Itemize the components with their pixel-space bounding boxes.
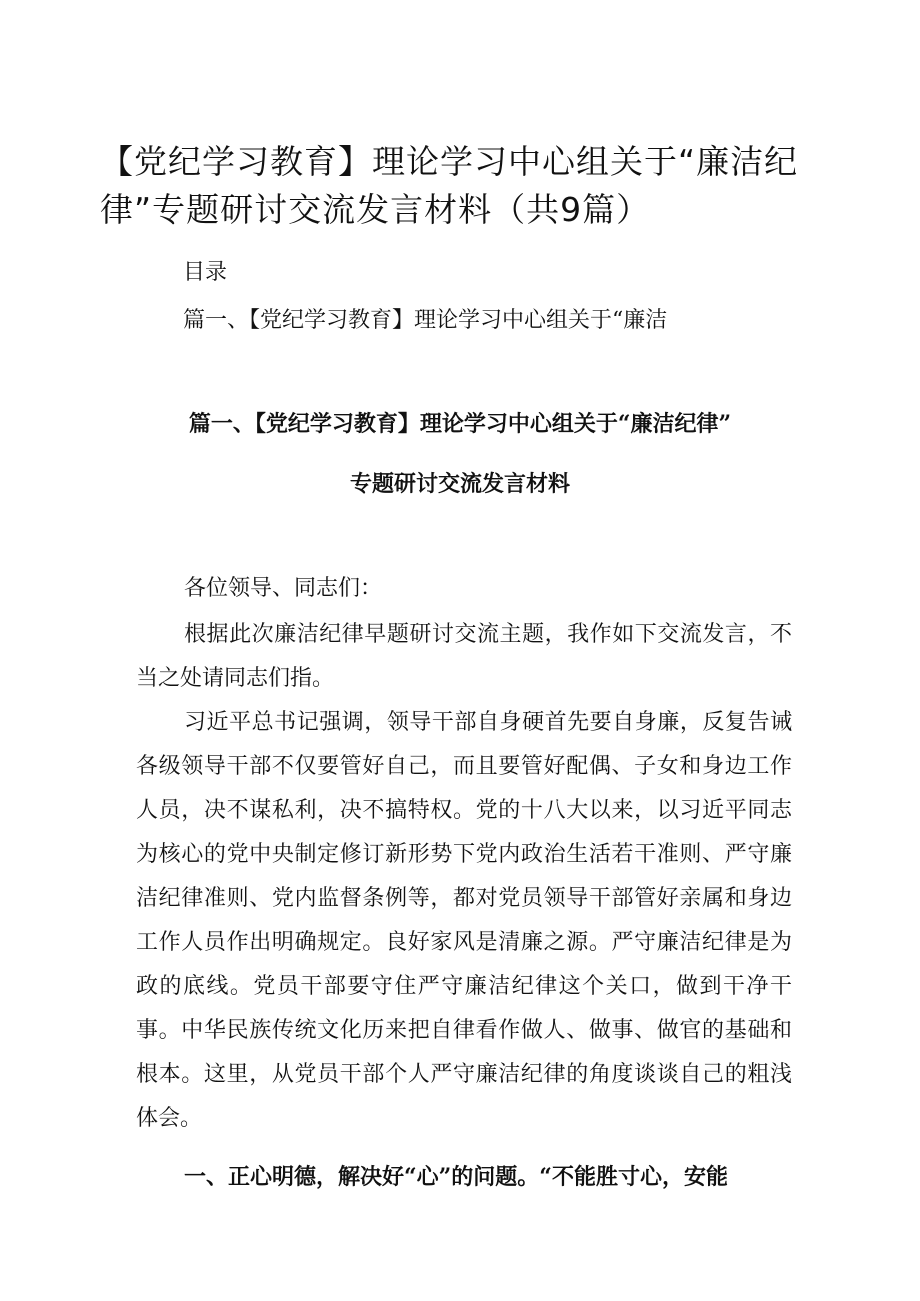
intro-paragraph: 根据此次廉洁纪律早题研讨交流主题，我作如下交流发言，不当之处请同志们指。 — [136, 622, 792, 691]
section-heading-line2: 专题研讨交流发言材料 — [349, 471, 570, 497]
main-paragraph: 习近平总书记强调，领导干部自身硬首先要自身廉，反复告诫各级领导干部不仅要管好自己，而且要管好配偶、子女和身边工作人员，决不谋私利，决不搞特权。党的十八大以来，以习近平同志为核心的党中央制定修订新形势下党内政治生活若干准则、严守廉洁纪律准则、党内监督条例等，都对党员领导干部管好亲属和身边工作人员作出明确规定。良好家风是清廉之源。严守廉洁纪律是为政的底线。党员干部要守住严守廉洁纪律这个关口，做到干净干事。中华民族传统文化历来把自律看作做人、做事、做官的基础和根本。这里，从党员干部个人严守廉洁纪律的角度谈谈自己的粗浅体会。 — [136, 710, 792, 1131]
document-title: 【党纪学习教育】理论学习中心组关于“廉洁纪律”专题研讨交流发言材料（共9篇） — [100, 142, 799, 229]
toc-item[interactable]: 篇一、【党纪学习教育】理论学习中心组关于“廉洁 — [183, 308, 668, 333]
section-heading-line1: 篇一、【党纪学习教育】理论学习中心组关于“廉洁纪律” — [188, 411, 732, 437]
body-text — [136, 567, 792, 1199]
salutation-paragraph: 各位领导、同志们： — [184, 576, 383, 601]
point-one-heading: 一、正心明德，解决好“心”的问题。“不能胜寸心，安能 — [184, 1164, 728, 1190]
toc-label: 目录 — [183, 260, 228, 285]
